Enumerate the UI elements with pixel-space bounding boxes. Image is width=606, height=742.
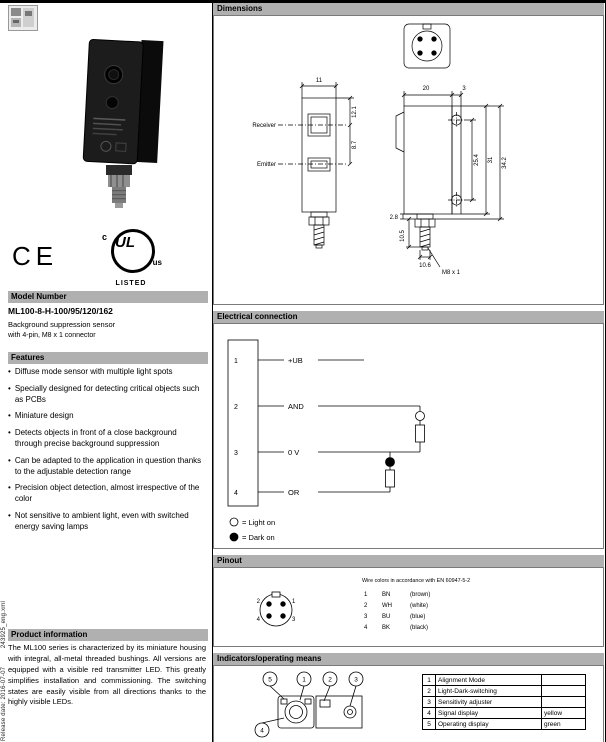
wire4-name: (black) xyxy=(410,625,429,631)
feature-item xyxy=(8,411,204,422)
wire2-name: (white) xyxy=(410,603,429,609)
right-column xyxy=(213,3,604,742)
dim-connector-height: 10.5 xyxy=(400,230,406,242)
light-on-symbol xyxy=(230,518,238,526)
electrical-connection-header: Electrical connection xyxy=(213,311,604,323)
feature-text: Precision object detection, almost irrespective of the color xyxy=(14,483,200,504)
bullet-icon: • xyxy=(8,367,11,376)
pin2-label: AND xyxy=(288,402,304,411)
feature-text: Not sensitive to ambient light, even with switched energy saving lamps xyxy=(14,510,189,531)
face-pin-top-left: 2 xyxy=(256,599,260,605)
row-number: 2 xyxy=(423,686,436,697)
face-pin-bottom-right: 3 xyxy=(292,617,296,623)
model-description-line2: with 4-pin, M8 x 1 connector xyxy=(8,332,96,339)
row-value: yellow xyxy=(542,708,586,719)
dim-foot: 2.8 xyxy=(389,215,398,221)
dim-connector-width: 10.6 xyxy=(419,263,431,269)
model-number-header: Model Number xyxy=(8,291,208,303)
row-number: 4 xyxy=(423,708,436,719)
indicators-header: Indicators/operating means xyxy=(213,653,604,665)
pin1-number: 1 xyxy=(234,358,238,365)
pin2-number: 2 xyxy=(234,404,238,411)
feature-item xyxy=(8,428,204,450)
brand-logo xyxy=(8,5,38,36)
pinout-header: Pinout xyxy=(213,555,604,567)
thread-label: M8 x 1 xyxy=(442,270,461,276)
ul-label: UL xyxy=(115,234,135,251)
ul-circle xyxy=(102,229,162,273)
callout-2: 2 xyxy=(328,676,332,684)
emitter-label: Emitter xyxy=(256,162,276,168)
pin4-label: OR xyxy=(288,488,300,497)
wire1-pin: 1 xyxy=(364,592,368,598)
wire2-pin: 2 xyxy=(364,603,368,609)
callout-4: 4 xyxy=(260,727,264,735)
bullet-icon: • xyxy=(8,411,11,421)
table-row xyxy=(423,708,586,719)
row-value xyxy=(542,686,586,697)
wire3-code: BU xyxy=(382,614,391,620)
pin4-number: 4 xyxy=(234,490,238,497)
row-label: Sensitivity adjuster xyxy=(436,697,542,708)
wire1-code: BN xyxy=(382,592,391,598)
dark-on-symbol xyxy=(230,533,238,541)
release-date-text: Release date: 2016-07-07 243925_eng.xml xyxy=(1,600,7,741)
wire4-pin: 4 xyxy=(364,625,368,631)
row-value: green xyxy=(542,719,586,730)
pin3-number: 3 xyxy=(234,450,238,457)
feature-text: Diffuse mode sensor with multiple light spots xyxy=(14,367,173,376)
ul-c-label: c xyxy=(102,232,108,242)
face-pin-top-right: 1 xyxy=(292,599,296,605)
wire3-name: (blue) xyxy=(410,614,426,620)
model-number: ML100-8-H-100/95/120/162 xyxy=(8,306,113,316)
pinout-figure xyxy=(213,567,604,647)
product-photo xyxy=(60,27,182,242)
indicators-drawing xyxy=(214,666,414,742)
ul-listed-label: LISTED xyxy=(115,280,147,287)
features-list xyxy=(8,367,204,539)
row-label: Signal display xyxy=(436,708,542,719)
wire3-pin: 3 xyxy=(364,614,368,620)
pinout-diagram xyxy=(214,568,603,646)
table-row xyxy=(423,697,586,708)
dimensions-drawing xyxy=(214,16,603,304)
row-label: Light-Dark-switching xyxy=(436,686,542,697)
pin3-label: 0 V xyxy=(288,448,300,457)
wire1-name: (brown) xyxy=(410,592,431,598)
bullet-icon: • xyxy=(8,455,11,465)
dim-receiver-axis: 12.1 xyxy=(352,106,358,118)
electrical-connection-figure xyxy=(213,323,604,549)
callout-1: 1 xyxy=(302,676,306,684)
model-description-line1: Background suppression sensor xyxy=(8,320,116,329)
receiver-label: Receiver xyxy=(252,123,276,129)
feature-text: Miniature design xyxy=(14,411,74,421)
feature-text: Can be adapted to the application in question thanks to the adjustable detection range xyxy=(14,455,202,476)
indicators-table xyxy=(422,674,586,730)
indicators-figure xyxy=(213,665,604,742)
dim-hole-spacing: 25.4 xyxy=(474,154,480,166)
feature-item xyxy=(8,384,204,406)
row-number: 3 xyxy=(423,697,436,708)
table-row xyxy=(423,719,586,730)
dimensions-header: Dimensions xyxy=(213,3,604,15)
product-information-text: The ML100 series is characterized by its miniature housing with integral, all-metal threaded bushings. All versions are equipped with a visible red transmitter LED. This greatly simplifies installation and commissioning. The switching states are easily visible from all directions thanks to the highly visible LEDs. xyxy=(8,643,206,707)
bullet-icon: • xyxy=(8,428,11,438)
electrical-diagram xyxy=(214,324,603,548)
dim-body-height: 31 xyxy=(488,156,494,164)
row-value xyxy=(542,697,586,708)
left-column xyxy=(8,3,210,742)
bullet-icon: • xyxy=(8,383,11,393)
table-row xyxy=(423,686,586,697)
dark-on-text: = Dark on xyxy=(242,533,275,542)
row-label: Alignment Mode xyxy=(436,675,542,686)
row-number: 5 xyxy=(423,719,436,730)
row-value xyxy=(542,675,586,686)
pin1-label: +UB xyxy=(288,356,303,365)
dimensions-figure xyxy=(213,15,604,305)
feature-item xyxy=(8,511,204,533)
bullet-icon: • xyxy=(8,483,11,493)
ul-us-label: us xyxy=(152,258,162,267)
row-number: 1 xyxy=(423,675,436,686)
row-label: Operating display xyxy=(436,719,542,730)
dim-total-height: 34.2 xyxy=(502,157,508,169)
callout-5: 5 xyxy=(268,676,272,684)
product-information-header: Product information xyxy=(8,629,208,641)
wire-colors-note: Wire colors in accordance with EN 60947-5-2 xyxy=(362,578,471,584)
dim-side-width: 20 xyxy=(422,86,430,92)
bullet-icon: • xyxy=(8,510,11,520)
feature-item xyxy=(8,456,204,478)
face-pin-bottom-left: 4 xyxy=(256,617,260,623)
ce-mark: CE xyxy=(12,241,59,271)
wire2-code: WH xyxy=(382,603,392,609)
light-on-text: = Light on xyxy=(242,518,276,527)
dim-front-width: 11 xyxy=(315,78,323,84)
ul-mark xyxy=(98,229,164,287)
dim-side-step: 3 xyxy=(462,86,466,92)
feature-text: Detects objects in front of a close background through precise background suppression xyxy=(14,428,177,448)
table-row xyxy=(423,675,586,686)
callout-3: 3 xyxy=(354,676,358,684)
feature-item xyxy=(8,367,204,378)
features-header: Features xyxy=(8,352,208,364)
dim-emitter-axis: 8.7 xyxy=(352,140,358,150)
feature-item xyxy=(8,483,204,505)
feature-text: Specially designed for detecting critical objects such as PCBs xyxy=(14,383,200,404)
wire4-code: BK xyxy=(382,625,391,631)
